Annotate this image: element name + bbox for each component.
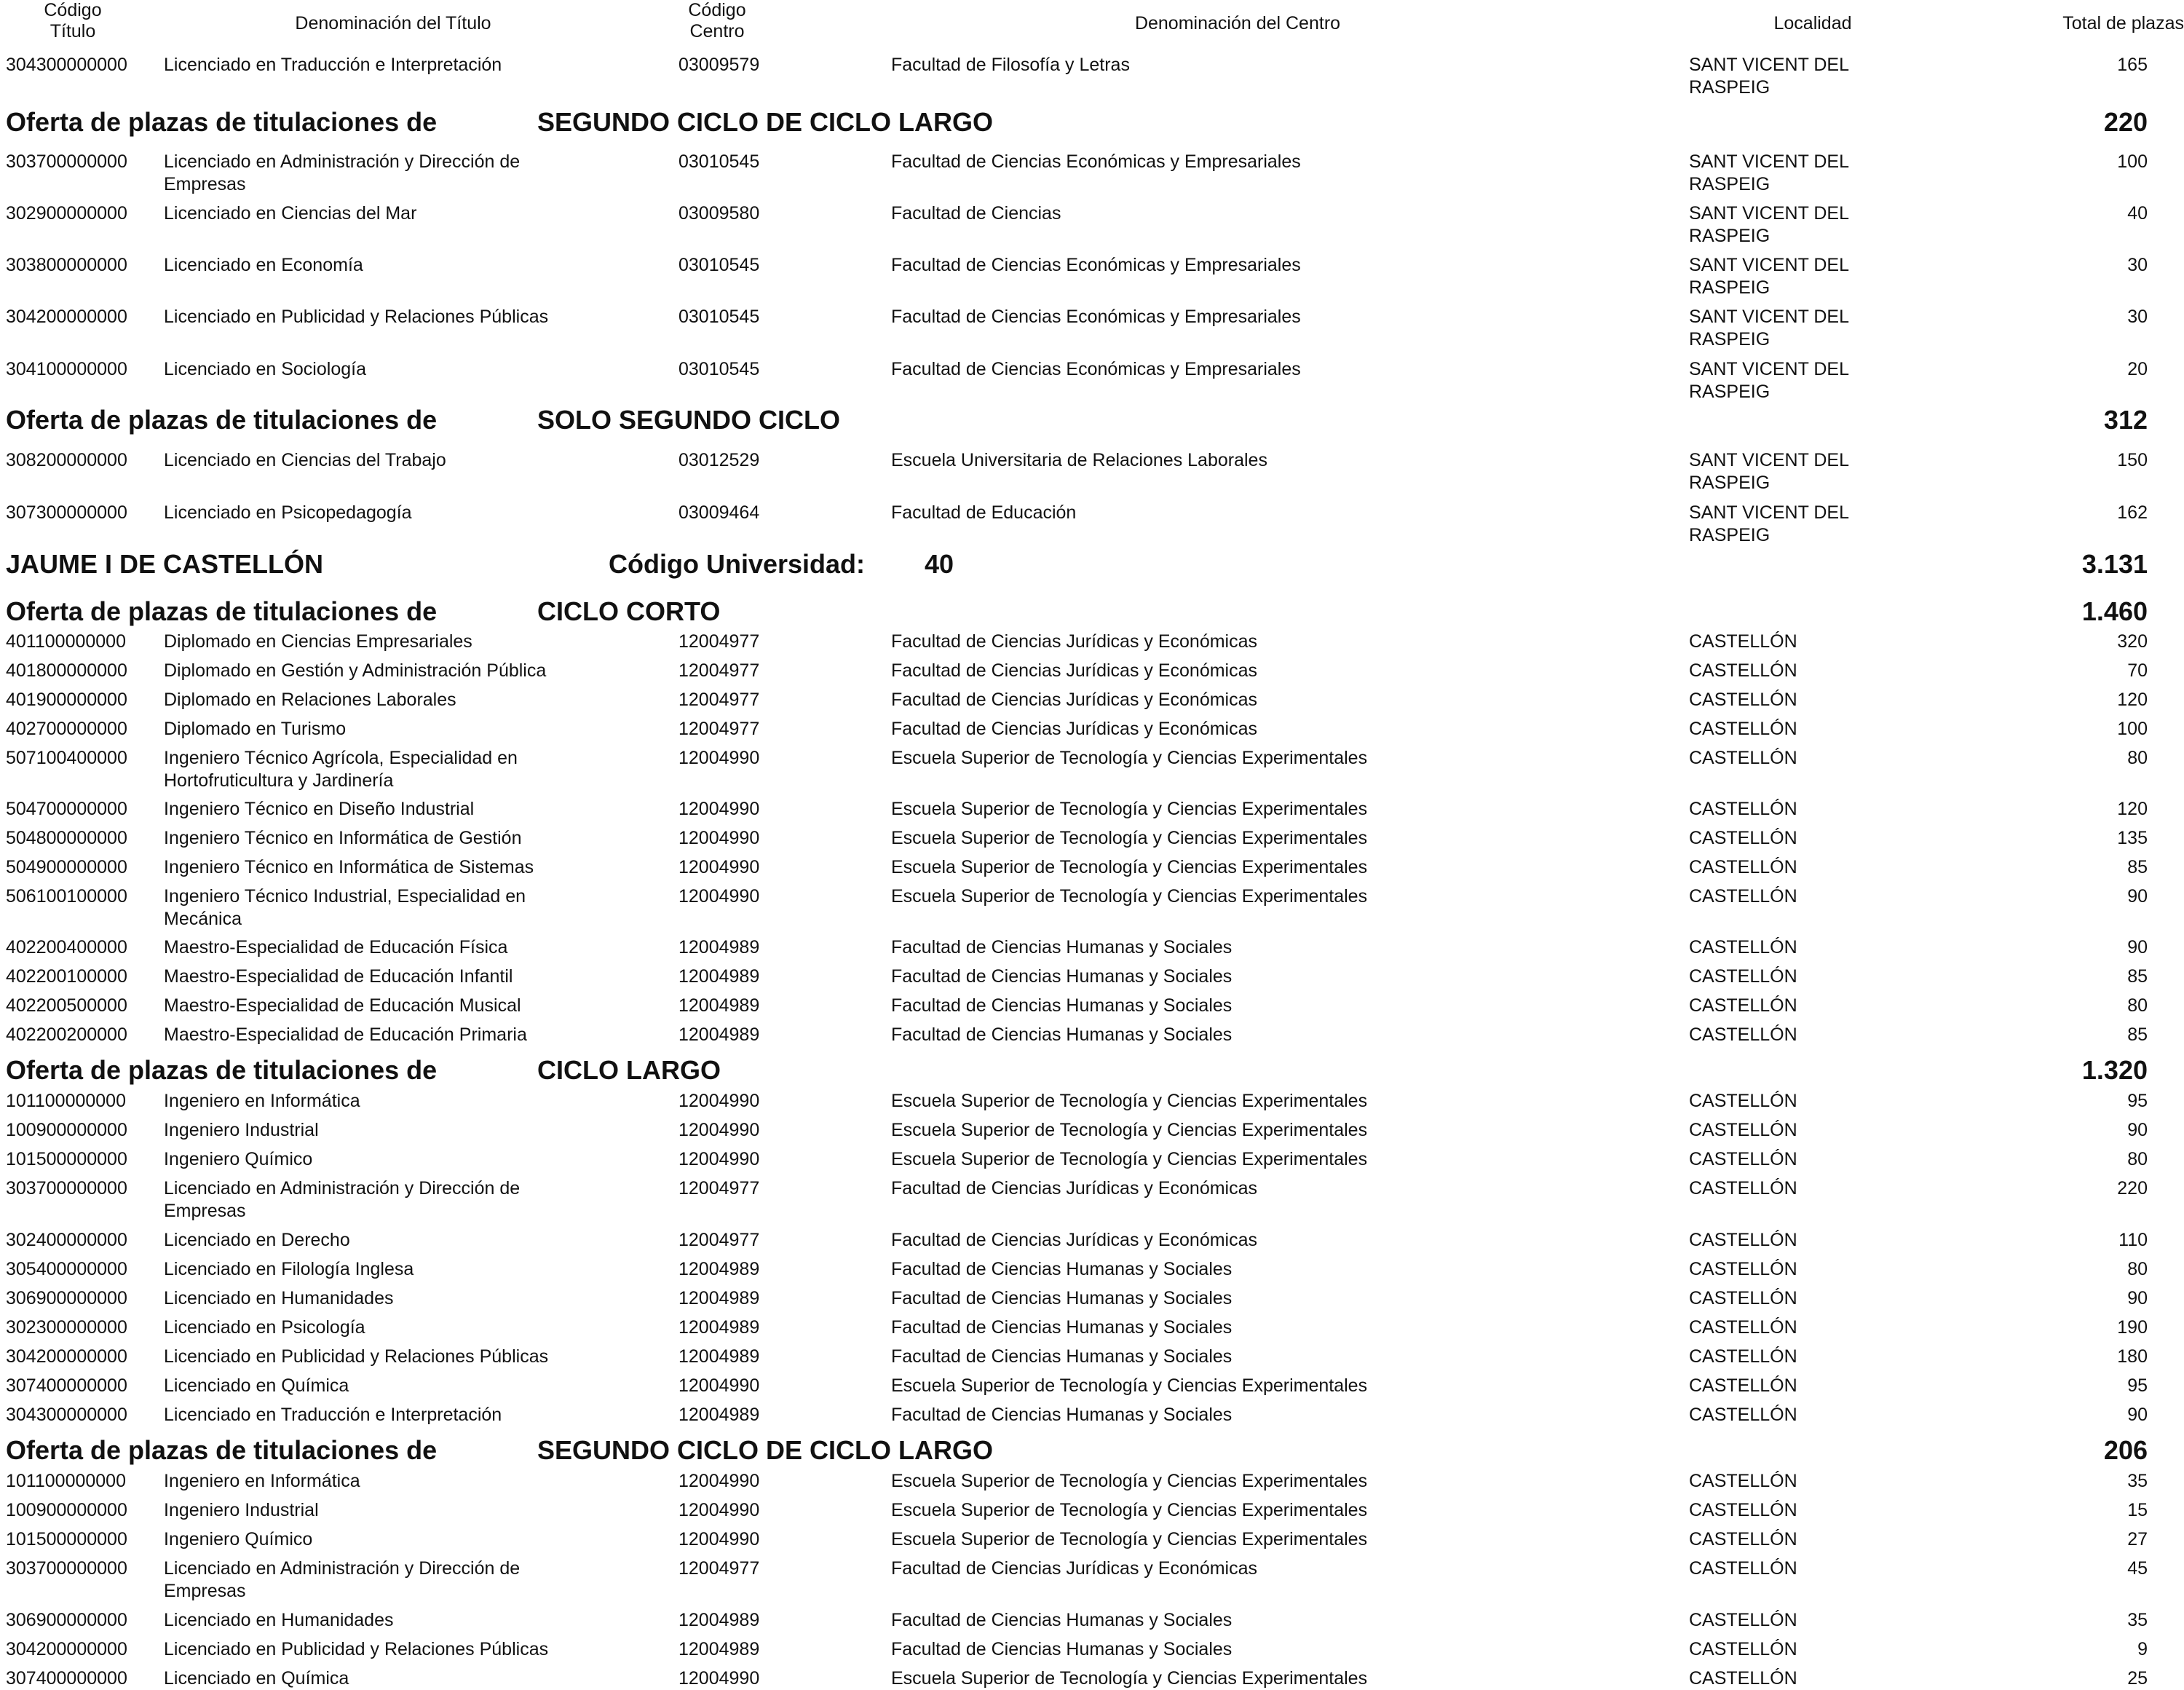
section-type: CICLO LARGO — [537, 1055, 721, 1085]
total-plazas-cell: 90 — [2127, 886, 2148, 907]
denominacion-centro-cell: Facultad de Ciencias Humanas y Sociales — [891, 1405, 1233, 1425]
codigo-titulo-cell: 302300000000 — [6, 1317, 127, 1338]
denominacion-centro-cell: Escuela Superior de Tecnología y Ciencias Experimentales — [891, 1091, 1368, 1111]
denominacion-centro-cell: Facultad de Ciencias Humanas y Sociales — [891, 966, 1233, 987]
localidad-cell: CASTELLÓN — [1689, 1317, 1797, 1338]
denominacion-centro-cell: Facultad de Filosofía y Letras — [891, 55, 1130, 75]
codigo-centro-cell: 03009464 — [678, 502, 760, 523]
denominacion-centro-cell: Facultad de Ciencias Humanas y Sociales — [891, 1317, 1233, 1338]
codigo-titulo-cell: 307300000000 — [6, 502, 127, 523]
denominacion-titulo-cell: Licenciado en Administración y Dirección de Empresas — [164, 151, 521, 194]
localidad-cell: SANT VICENT DEL RASPEIG — [1689, 307, 1849, 350]
section-label: Oferta de plazas de titulaciones de — [6, 1055, 438, 1085]
codigo-titulo-cell: 101500000000 — [6, 1149, 127, 1169]
denominacion-titulo-cell: Licenciado en Administración y Dirección de Empresas — [164, 1178, 521, 1221]
codigo-centro-cell: 12004990 — [678, 1500, 760, 1520]
section-type: SOLO SEGUNDO CICLO — [537, 405, 841, 435]
total-plazas-cell: 80 — [2127, 1259, 2148, 1279]
denominacion-centro-cell: Escuela Superior de Tecnología y Ciencias Experimentales — [891, 1149, 1368, 1169]
denominacion-titulo-cell: Licenciado en Traducción e Interpretación — [164, 55, 502, 75]
denominacion-centro-cell: Facultad de Ciencias Jurídicas y Económicas — [891, 660, 1258, 681]
header-codigo-titulo: Código Título — [44, 0, 102, 42]
header-total-plazas: Total de plazas — [2062, 13, 2184, 33]
codigo-centro-cell: 12004990 — [678, 857, 760, 877]
codigo-centro-cell: 12004990 — [678, 886, 760, 907]
denominacion-titulo-cell: Maestro-Especialidad de Educación Primaria — [164, 1024, 527, 1045]
total-plazas-cell: 85 — [2127, 966, 2148, 987]
codigo-centro-cell: 12004989 — [678, 1639, 760, 1659]
localidad-cell: CASTELLÓN — [1689, 1091, 1797, 1111]
denominacion-titulo-cell: Licenciado en Derecho — [164, 1230, 350, 1250]
codigo-titulo-cell: 304200000000 — [6, 1639, 127, 1659]
localidad-cell: CASTELLÓN — [1689, 1230, 1797, 1250]
denominacion-centro-cell: Escuela Superior de Tecnología y Ciencias Experimentales — [891, 748, 1368, 768]
total-plazas-cell: 70 — [2127, 660, 2148, 681]
total-plazas-cell: 95 — [2127, 1375, 2148, 1396]
total-plazas-cell: 35 — [2127, 1610, 2148, 1630]
denominacion-titulo-cell: Maestro-Especialidad de Educación Física — [164, 937, 508, 957]
codigo-titulo-cell: 402200500000 — [6, 995, 127, 1016]
codigo-titulo-cell: 307400000000 — [6, 1375, 127, 1396]
codigo-titulo-cell: 504700000000 — [6, 799, 127, 819]
localidad-cell: CASTELLÓN — [1689, 1346, 1797, 1367]
denominacion-titulo-cell: Licenciado en Humanidades — [164, 1610, 394, 1630]
header-denominacion-centro: Denominación del Centro — [1134, 13, 1341, 33]
section-label: Oferta de plazas de titulaciones de — [6, 1435, 438, 1465]
codigo-centro-cell: 12004989 — [678, 1259, 760, 1279]
total-plazas-cell: 85 — [2127, 857, 2148, 877]
codigo-centro-cell: 12004989 — [678, 1024, 760, 1045]
denominacion-centro-cell: Facultad de Ciencias Jurídicas y Económicas — [891, 1178, 1258, 1199]
localidad-cell: CASTELLÓN — [1689, 828, 1797, 848]
total-plazas-cell: 110 — [2118, 1230, 2148, 1250]
total-plazas-cell: 90 — [2127, 1288, 2148, 1308]
denominacion-titulo-cell: Ingeniero en Informática — [164, 1091, 360, 1111]
codigo-centro-cell: 12004990 — [678, 799, 760, 819]
section-total: 1.460 — [2081, 596, 2148, 626]
codigo-centro-cell: 12004990 — [678, 1668, 760, 1689]
denominacion-centro-cell: Escuela Superior de Tecnología y Ciencias Experimentales — [891, 1500, 1368, 1520]
denominacion-titulo-cell: Ingeniero Técnico Agrícola, Especialidad en Hortofruticultura y Jardinería — [164, 748, 518, 791]
section-total: 312 — [2103, 405, 2148, 435]
codigo-titulo-cell: 402700000000 — [6, 719, 127, 739]
denominacion-centro-cell: Facultad de Ciencias Jurídicas y Económicas — [891, 719, 1258, 739]
denominacion-titulo-cell: Ingeniero Técnico en Informática de Gestión — [164, 828, 522, 848]
localidad-cell: CASTELLÓN — [1689, 660, 1797, 681]
denominacion-centro-cell: Escuela Superior de Tecnología y Ciencias Experimentales — [891, 1120, 1368, 1140]
codigo-centro-cell: 12004977 — [678, 690, 760, 710]
denominacion-titulo-cell: Licenciado en Traducción e Interpretación — [164, 1405, 502, 1425]
denominacion-titulo-cell: Licenciado en Psicopedagogía — [164, 502, 412, 523]
codigo-titulo-cell: 304200000000 — [6, 307, 127, 327]
denominacion-titulo-cell: Licenciado en Publicidad y Relaciones Públicas — [164, 1346, 549, 1367]
localidad-cell: CASTELLÓN — [1689, 995, 1797, 1016]
localidad-cell: CASTELLÓN — [1689, 1500, 1797, 1520]
localidad-cell: CASTELLÓN — [1689, 1639, 1797, 1659]
denominacion-titulo-cell: Licenciado en Química — [164, 1668, 349, 1689]
codigo-centro-cell: 12004990 — [678, 1471, 760, 1491]
codigo-centro-cell: 12004977 — [678, 1230, 760, 1250]
localidad-cell: CASTELLÓN — [1689, 1529, 1797, 1549]
denominacion-centro-cell: Facultad de Ciencias Humanas y Sociales — [891, 1288, 1233, 1308]
denominacion-titulo-cell: Ingeniero Técnico Industrial, Especialidad en Mecánica — [164, 886, 526, 929]
total-plazas-cell: 162 — [2117, 502, 2148, 523]
denominacion-titulo-cell: Licenciado en Ciencias del Mar — [164, 203, 417, 224]
codigo-centro-cell: 03010545 — [678, 307, 760, 327]
codigo-titulo-cell: 303700000000 — [6, 151, 127, 172]
denominacion-centro-cell: Escuela Universitaria de Relaciones Laborales — [891, 450, 1267, 470]
codigo-centro-cell: 12004990 — [678, 748, 760, 768]
codigo-titulo-cell: 302900000000 — [6, 203, 127, 224]
denominacion-centro-cell: Facultad de Ciencias Jurídicas y Económicas — [891, 690, 1258, 710]
denominacion-titulo-cell: Maestro-Especialidad de Educación Musical — [164, 995, 521, 1016]
codigo-centro-cell: 03010545 — [678, 255, 760, 275]
codigo-centro-cell: 12004977 — [678, 631, 760, 652]
header-codigo-centro: Código Centro — [688, 0, 746, 42]
header-denominacion-titulo: Denominación del Título — [295, 13, 491, 33]
total-plazas-cell: 30 — [2127, 307, 2148, 327]
denominacion-centro-cell: Facultad de Ciencias Jurídicas y Económicas — [891, 1230, 1258, 1250]
denominacion-centro-cell: Facultad de Ciencias Humanas y Sociales — [891, 1610, 1233, 1630]
header-localidad: Localidad — [1773, 13, 1852, 33]
localidad-cell: CASTELLÓN — [1689, 631, 1797, 652]
section-type: SEGUNDO CICLO DE CICLO LARGO — [537, 1435, 994, 1465]
denominacion-titulo-cell: Ingeniero Técnico en Diseño Industrial — [164, 799, 475, 819]
codigo-titulo-cell: 504900000000 — [6, 857, 127, 877]
codigo-centro-cell: 12004989 — [678, 966, 760, 987]
localidad-cell: SANT VICENT DEL RASPEIG — [1689, 151, 1849, 194]
codigo-centro-cell: 12004989 — [678, 1610, 760, 1630]
denominacion-centro-cell: Escuela Superior de Tecnología y Ciencias Experimentales — [891, 1668, 1368, 1689]
localidad-cell: CASTELLÓN — [1689, 1259, 1797, 1279]
denominacion-titulo-cell: Licenciado en Administración y Dirección de Empresas — [164, 1558, 521, 1601]
section-type: CICLO CORTO — [537, 596, 721, 626]
denominacion-centro-cell: Facultad de Ciencias — [891, 203, 1061, 224]
denominacion-titulo-cell: Diplomado en Ciencias Empresariales — [164, 631, 472, 652]
denominacion-titulo-cell: Licenciado en Filología Inglesa — [164, 1259, 414, 1279]
total-plazas-cell: 320 — [2117, 631, 2148, 652]
localidad-cell: CASTELLÓN — [1689, 937, 1797, 957]
denominacion-titulo-cell: Ingeniero Industrial — [164, 1500, 319, 1520]
denominacion-centro-cell: Facultad de Ciencias Jurídicas y Económicas — [891, 1558, 1258, 1579]
codigo-titulo-cell: 303800000000 — [6, 255, 127, 275]
total-plazas-cell: 80 — [2127, 1149, 2148, 1169]
codigo-titulo-cell: 308200000000 — [6, 450, 127, 470]
denominacion-centro-cell: Facultad de Ciencias Humanas y Sociales — [891, 995, 1233, 1016]
denominacion-titulo-cell: Diplomado en Gestión y Administración Pública — [164, 660, 547, 681]
university-name: JAUME I DE CASTELLÓN — [6, 549, 324, 579]
localidad-cell: SANT VICENT DEL RASPEIG — [1689, 502, 1849, 545]
denominacion-centro-cell: Facultad de Ciencias Humanas y Sociales — [891, 1259, 1233, 1279]
localidad-cell: CASTELLÓN — [1689, 1288, 1797, 1308]
denominacion-centro-cell: Facultad de Ciencias Económicas y Empresariales — [891, 255, 1301, 275]
localidad-cell: CASTELLÓN — [1689, 1178, 1797, 1199]
codigo-centro-cell: 12004977 — [678, 1558, 760, 1579]
total-plazas-cell: 90 — [2127, 937, 2148, 957]
denominacion-titulo-cell: Diplomado en Turismo — [164, 719, 347, 739]
denominacion-centro-cell: Facultad de Ciencias Humanas y Sociales — [891, 1346, 1233, 1367]
localidad-cell: SANT VICENT DEL RASPEIG — [1689, 359, 1849, 402]
codigo-centro-cell: 12004990 — [678, 1149, 760, 1169]
total-plazas-cell: 25 — [2127, 1668, 2148, 1689]
total-plazas-cell: 35 — [2127, 1471, 2148, 1491]
localidad-cell: CASTELLÓN — [1689, 1120, 1797, 1140]
denominacion-centro-cell: Facultad de Ciencias Jurídicas y Económicas — [891, 631, 1258, 652]
total-plazas-cell: 135 — [2117, 828, 2148, 848]
codigo-centro-cell: 03009580 — [678, 203, 760, 224]
localidad-cell: CASTELLÓN — [1689, 1471, 1797, 1491]
total-plazas-cell: 180 — [2117, 1346, 2148, 1367]
codigo-titulo-cell: 401100000000 — [6, 631, 126, 652]
section-total: 206 — [2103, 1435, 2148, 1465]
total-plazas-cell: 100 — [2117, 719, 2148, 739]
codigo-titulo-cell: 304300000000 — [6, 1405, 127, 1425]
codigo-titulo-cell: 307400000000 — [6, 1668, 127, 1689]
codigo-centro-cell: 03012529 — [678, 450, 760, 470]
codigo-titulo-cell: 304300000000 — [6, 55, 127, 75]
codigo-titulo-cell: 304200000000 — [6, 1346, 127, 1367]
section-total: 1.320 — [2081, 1055, 2148, 1085]
localidad-cell: SANT VICENT DEL RASPEIG — [1689, 450, 1849, 493]
total-plazas-cell: 45 — [2127, 1558, 2148, 1579]
denominacion-centro-cell: Escuela Superior de Tecnología y Ciencias Experimentales — [891, 886, 1368, 907]
localidad-cell: CASTELLÓN — [1689, 1375, 1797, 1396]
codigo-titulo-cell: 504800000000 — [6, 828, 127, 848]
codigo-titulo-cell: 506100100000 — [6, 886, 127, 907]
denominacion-titulo-cell: Licenciado en Publicidad y Relaciones Públicas — [164, 307, 549, 327]
codigo-titulo-cell: 401900000000 — [6, 690, 127, 710]
localidad-cell: CASTELLÓN — [1689, 1558, 1797, 1579]
total-plazas-cell: 120 — [2117, 690, 2148, 710]
localidad-cell: CASTELLÓN — [1689, 748, 1797, 768]
localidad-cell: CASTELLÓN — [1689, 1024, 1797, 1045]
denominacion-titulo-cell: Ingeniero Químico — [164, 1529, 313, 1549]
denominacion-centro-cell: Facultad de Ciencias Humanas y Sociales — [891, 1639, 1233, 1659]
localidad-cell: CASTELLÓN — [1689, 1149, 1797, 1169]
codigo-titulo-cell: 402200400000 — [6, 937, 127, 957]
denominacion-centro-cell: Escuela Superior de Tecnología y Ciencias Experimentales — [891, 799, 1368, 819]
codigo-titulo-cell: 305400000000 — [6, 1259, 127, 1279]
total-plazas-cell: 20 — [2127, 359, 2148, 379]
denominacion-titulo-cell: Licenciado en Publicidad y Relaciones Públicas — [164, 1639, 549, 1659]
codigo-centro-cell: 12004989 — [678, 1346, 760, 1367]
localidad-cell: CASTELLÓN — [1689, 966, 1797, 987]
denominacion-titulo-cell: Ingeniero en Informática — [164, 1471, 360, 1491]
denominacion-centro-cell: Escuela Superior de Tecnología y Ciencias Experimentales — [891, 1529, 1368, 1549]
denominacion-titulo-cell: Licenciado en Humanidades — [164, 1288, 394, 1308]
university-code-label: Código Universidad: — [609, 549, 866, 579]
total-plazas-cell: 150 — [2117, 450, 2148, 470]
codigo-centro-cell: 12004990 — [678, 1529, 760, 1549]
total-plazas-cell: 85 — [2127, 1024, 2148, 1045]
denominacion-centro-cell: Escuela Superior de Tecnología y Ciencias Experimentales — [891, 857, 1368, 877]
codigo-titulo-cell: 401800000000 — [6, 660, 127, 681]
codigo-titulo-cell: 507100400000 — [6, 748, 127, 768]
total-plazas-cell: 90 — [2127, 1405, 2148, 1425]
codigo-centro-cell: 12004989 — [678, 1288, 760, 1308]
localidad-cell: CASTELLÓN — [1689, 886, 1797, 907]
localidad-cell: CASTELLÓN — [1689, 1610, 1797, 1630]
section-label: Oferta de plazas de titulaciones de — [6, 405, 438, 435]
total-plazas-cell: 120 — [2117, 799, 2148, 819]
denominacion-titulo-cell: Licenciado en Economía — [164, 255, 363, 275]
codigo-titulo-cell: 100900000000 — [6, 1500, 127, 1520]
localidad-cell: CASTELLÓN — [1689, 799, 1797, 819]
total-plazas-cell: 15 — [2127, 1500, 2148, 1520]
localidad-cell: SANT VICENT DEL RASPEIG — [1689, 203, 1849, 246]
codigo-centro-cell: 12004989 — [678, 995, 760, 1016]
localidad-cell: SANT VICENT DEL RASPEIG — [1689, 255, 1849, 298]
total-plazas-cell: 30 — [2127, 255, 2148, 275]
denominacion-titulo-cell: Licenciado en Ciencias del Trabajo — [164, 450, 446, 470]
denominacion-centro-cell: Escuela Superior de Tecnología y Ciencias Experimentales — [891, 828, 1368, 848]
localidad-cell: CASTELLÓN — [1689, 857, 1797, 877]
codigo-titulo-cell: 303700000000 — [6, 1178, 127, 1199]
codigo-titulo-cell: 302400000000 — [6, 1230, 127, 1250]
total-plazas-cell: 40 — [2127, 203, 2148, 224]
denominacion-titulo-cell: Licenciado en Química — [164, 1375, 349, 1396]
denominacion-centro-cell: Escuela Superior de Tecnología y Ciencias Experimentales — [891, 1471, 1368, 1491]
codigo-centro-cell: 12004977 — [678, 660, 760, 681]
codigo-titulo-cell: 306900000000 — [6, 1610, 127, 1630]
denominacion-titulo-cell: Ingeniero Industrial — [164, 1120, 319, 1140]
codigo-titulo-cell: 101100000000 — [6, 1471, 126, 1491]
codigo-centro-cell: 12004990 — [678, 828, 760, 848]
total-plazas-cell: 165 — [2117, 55, 2148, 75]
total-plazas-cell: 9 — [2137, 1639, 2148, 1659]
codigo-titulo-cell: 101500000000 — [6, 1529, 127, 1549]
denominacion-titulo-cell: Licenciado en Sociología — [164, 359, 366, 379]
codigo-titulo-cell: 402200100000 — [6, 966, 127, 987]
codigo-titulo-cell: 303700000000 — [6, 1558, 127, 1579]
denominacion-centro-cell: Facultad de Ciencias Económicas y Empresariales — [891, 151, 1301, 172]
denominacion-titulo-cell: Ingeniero Técnico en Informática de Sistemas — [164, 857, 534, 877]
section-label: Oferta de plazas de titulaciones de — [6, 596, 438, 626]
total-plazas-cell: 27 — [2127, 1529, 2148, 1549]
codigo-centro-cell: 12004989 — [678, 1405, 760, 1425]
university-code: 40 — [925, 549, 954, 579]
codigo-centro-cell: 03009579 — [678, 55, 760, 75]
localidad-cell: CASTELLÓN — [1689, 719, 1797, 739]
denominacion-centro-cell: Facultad de Ciencias Económicas y Empresariales — [891, 359, 1301, 379]
denominacion-titulo-cell: Maestro-Especialidad de Educación Infantil — [164, 966, 513, 987]
total-plazas-cell: 220 — [2117, 1178, 2148, 1199]
denominacion-titulo-cell: Ingeniero Químico — [164, 1149, 313, 1169]
denominacion-titulo-cell: Licenciado en Psicología — [164, 1317, 365, 1338]
codigo-centro-cell: 03010545 — [678, 359, 760, 379]
section-label: Oferta de plazas de titulaciones de — [6, 107, 438, 137]
localidad-cell: CASTELLÓN — [1689, 1405, 1797, 1425]
codigo-titulo-cell: 304100000000 — [6, 359, 127, 379]
total-plazas-cell: 80 — [2127, 995, 2148, 1016]
codigo-centro-cell: 12004977 — [678, 1178, 760, 1199]
codigo-titulo-cell: 402200200000 — [6, 1024, 127, 1045]
localidad-cell: SANT VICENT DEL RASPEIG — [1689, 55, 1849, 98]
codigo-centro-cell: 12004989 — [678, 937, 760, 957]
total-plazas-cell: 100 — [2117, 151, 2148, 172]
total-plazas-cell: 95 — [2127, 1091, 2148, 1111]
codigo-centro-cell: 03010545 — [678, 151, 760, 172]
codigo-titulo-cell: 100900000000 — [6, 1120, 127, 1140]
denominacion-centro-cell: Facultad de Ciencias Económicas y Empresariales — [891, 307, 1301, 327]
university-total: 3.131 — [2081, 549, 2148, 579]
total-plazas-cell: 80 — [2127, 748, 2148, 768]
total-plazas-cell: 190 — [2117, 1317, 2148, 1338]
localidad-cell: CASTELLÓN — [1689, 690, 1797, 710]
localidad-cell: CASTELLÓN — [1689, 1668, 1797, 1689]
denominacion-titulo-cell: Diplomado en Relaciones Laborales — [164, 690, 456, 710]
codigo-titulo-cell: 101100000000 — [6, 1091, 126, 1111]
section-total: 220 — [2103, 107, 2148, 137]
denominacion-centro-cell: Escuela Superior de Tecnología y Ciencias Experimentales — [891, 1375, 1368, 1396]
section-type: SEGUNDO CICLO DE CICLO LARGO — [537, 107, 994, 137]
denominacion-centro-cell: Facultad de Educación — [891, 502, 1077, 523]
denominacion-centro-cell: Facultad de Ciencias Humanas y Sociales — [891, 937, 1233, 957]
total-plazas-cell: 90 — [2127, 1120, 2148, 1140]
codigo-centro-cell: 12004977 — [678, 719, 760, 739]
codigo-titulo-cell: 306900000000 — [6, 1288, 127, 1308]
codigo-centro-cell: 12004990 — [678, 1120, 760, 1140]
codigo-centro-cell: 12004990 — [678, 1375, 760, 1396]
denominacion-centro-cell: Facultad de Ciencias Humanas y Sociales — [891, 1024, 1233, 1045]
codigo-centro-cell: 12004989 — [678, 1317, 760, 1338]
codigo-centro-cell: 12004990 — [678, 1091, 760, 1111]
